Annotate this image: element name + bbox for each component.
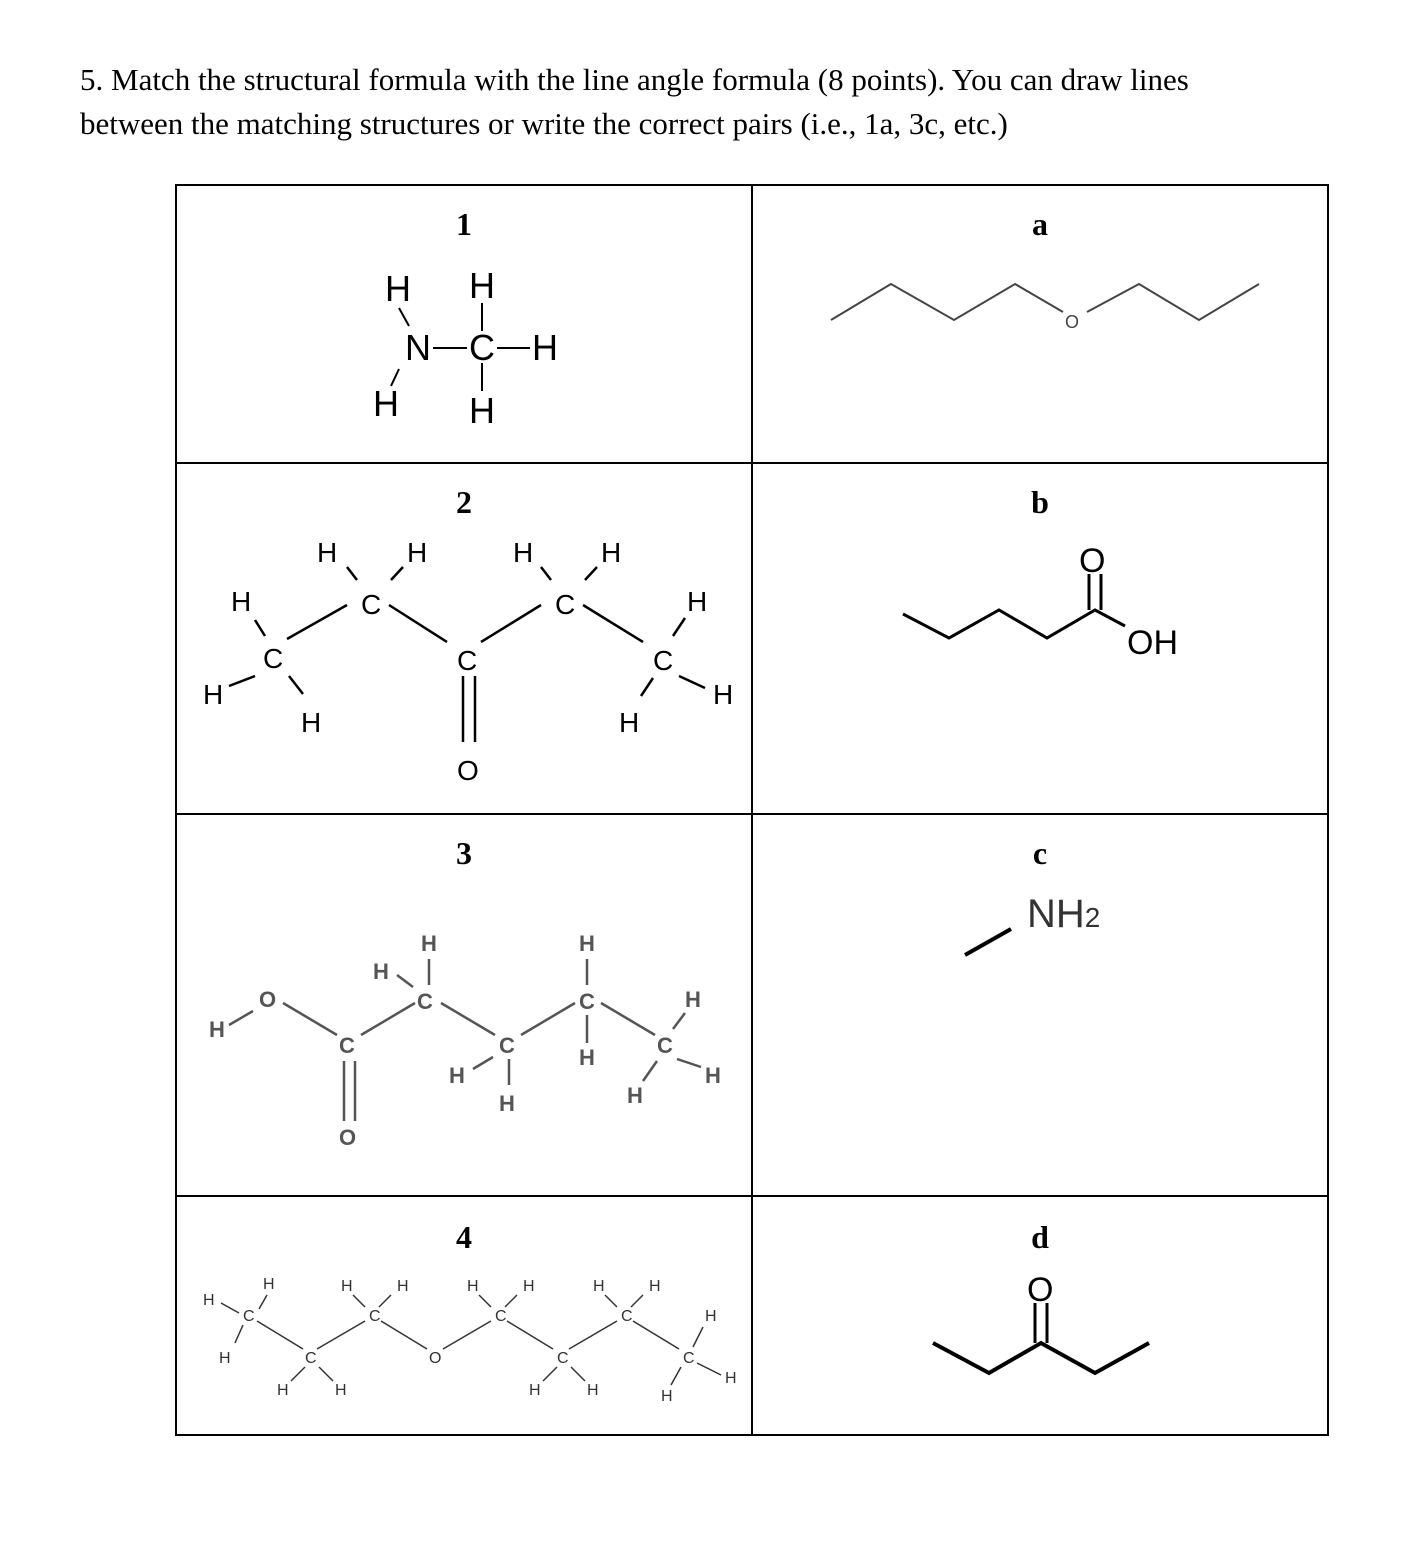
atom-c: C: [263, 643, 284, 674]
atom-h: H: [407, 537, 428, 568]
chain: [933, 1343, 1149, 1373]
bond: [389, 605, 447, 642]
atom-h: H: [449, 1063, 465, 1088]
bond: [229, 676, 255, 686]
atom-h: H: [231, 586, 252, 617]
atom-h: H: [685, 987, 701, 1012]
atom-h: H: [725, 1370, 737, 1387]
bond: [235, 1325, 243, 1343]
chain: [903, 610, 1125, 638]
atom-c: C: [683, 1350, 695, 1367]
atom-h: H: [579, 931, 595, 956]
bond: [283, 1003, 337, 1035]
label-3: 3: [456, 835, 472, 871]
bond: [583, 605, 643, 642]
label-b: b: [1031, 484, 1049, 520]
bond: [399, 308, 409, 326]
atom-n: N: [405, 327, 431, 368]
atom-h: H: [301, 707, 322, 738]
structural-formula-3: [176, 814, 752, 1196]
bond: [257, 1321, 303, 1349]
bond: [443, 1321, 491, 1349]
table-row: [176, 463, 1328, 814]
atom-c: C: [495, 1308, 507, 1325]
atom-c: C: [621, 1308, 633, 1325]
atom-h: H: [467, 1278, 479, 1295]
atom-o: O: [1065, 312, 1080, 332]
atom-h: H: [469, 265, 495, 306]
atom-h: H: [277, 1382, 289, 1399]
label-4: 4: [456, 1219, 472, 1255]
atom-c: C: [305, 1350, 317, 1367]
atom-c: C: [361, 589, 382, 620]
bond: [361, 1003, 415, 1035]
label-d: d: [1031, 1219, 1049, 1255]
bond: [287, 605, 347, 639]
butanoic-acid-skeleton: [753, 464, 1328, 813]
structural-formula-1: [176, 185, 752, 463]
pentanone-structure: [177, 464, 752, 813]
bond: [255, 620, 265, 636]
question-line-2: between the matching structures or write the correct pairs (i.e., 1a, 3c, etc.): [80, 106, 1008, 141]
chain-right: [1087, 284, 1259, 320]
bond: [521, 1003, 575, 1035]
pentanoic-acid-structure: [177, 815, 752, 1195]
atom-h: H: [619, 707, 640, 738]
hydroxyl-group: OH: [1127, 624, 1178, 662]
atom-h: H: [469, 390, 495, 431]
subscript-2: 2: [1084, 902, 1101, 933]
atom-h: H: [601, 537, 622, 568]
atom-h: H: [335, 1382, 347, 1399]
atom-h: H: [385, 268, 411, 309]
atom-h: H: [373, 959, 389, 984]
line-angle-formula-d: [752, 1196, 1328, 1435]
atom-c: C: [469, 327, 495, 368]
bond: [317, 1321, 365, 1349]
atom-h: H: [523, 1278, 535, 1295]
methylamine-structure: [177, 186, 752, 462]
atom-c: C: [243, 1308, 255, 1325]
atom-h: H: [317, 537, 338, 568]
table-row: [176, 1196, 1328, 1435]
atom-h: H: [532, 327, 558, 368]
atom-h: H: [529, 1382, 541, 1399]
bond: [507, 1321, 553, 1349]
amino-group: [1027, 892, 1100, 936]
atom-h: H: [705, 1063, 721, 1088]
atom-c: C: [339, 1033, 355, 1058]
label-a: a: [1032, 206, 1048, 242]
atom-h: H: [263, 1276, 275, 1293]
bond: [643, 1061, 657, 1081]
bond: [319, 1367, 333, 1381]
atom-o: O: [1027, 1271, 1054, 1309]
bond: [641, 678, 653, 696]
atom-h: H: [627, 1083, 643, 1108]
structural-formula-4: [176, 1196, 752, 1435]
bond: [353, 1295, 365, 1307]
table-row: [176, 814, 1328, 1196]
atom-h: H: [373, 383, 399, 424]
label-c: c: [1032, 835, 1048, 871]
bond: [291, 1367, 305, 1381]
label-2: 2: [456, 484, 472, 520]
pentanone-skeleton: [753, 1197, 1328, 1434]
bond: [673, 618, 685, 636]
chain-left: [831, 284, 1063, 320]
atom-o: O: [457, 755, 479, 786]
structural-formula-2: [176, 463, 752, 814]
bond: [397, 975, 413, 987]
atom-h: H: [587, 1382, 599, 1399]
bond: [259, 1295, 267, 1309]
atom-h: H: [713, 679, 734, 710]
atom-h: H: [687, 586, 708, 617]
table-row: [176, 185, 1328, 463]
line-angle-formula-a: [752, 185, 1328, 463]
atom-h: H: [203, 679, 224, 710]
line-angle-formula-b: [752, 463, 1328, 814]
bond: [605, 1295, 617, 1307]
bond: [633, 1321, 679, 1349]
question-line-1: 5. Match the structural formula with the line angle formula (8 points). You can draw lines: [80, 62, 1189, 97]
bond: [677, 1059, 701, 1067]
atom-o: O: [1079, 542, 1106, 580]
atom-c: C: [653, 645, 674, 676]
bond: [693, 1327, 703, 1347]
atom-h: H: [579, 1045, 595, 1070]
bond: [473, 1057, 493, 1069]
bond: [679, 676, 705, 688]
bond: [441, 1003, 495, 1035]
atom-c: C: [499, 1033, 515, 1058]
atom-c: C: [579, 989, 595, 1014]
bond: [347, 567, 357, 580]
atom-h: H: [209, 1017, 225, 1042]
atom-o: O: [259, 987, 277, 1012]
bond: [541, 567, 551, 580]
bond: [481, 605, 541, 642]
atom-h: H: [593, 1278, 605, 1295]
bond: [673, 1013, 685, 1029]
bond: [381, 1321, 427, 1349]
bond: [569, 1321, 617, 1349]
bond: [379, 1295, 391, 1307]
skeleton-bonds: [221, 1295, 721, 1385]
atom-c: C: [369, 1308, 381, 1325]
atom-h: H: [341, 1278, 353, 1295]
question-text: [80, 58, 1330, 146]
butyl-ethyl-ether-structure: [177, 1197, 752, 1434]
atom-h: H: [219, 1350, 231, 1367]
matching-table: [175, 184, 1329, 1436]
atom-c: C: [417, 989, 433, 1014]
ethylamine-skeleton: [753, 815, 1328, 1195]
atom-c: C: [657, 1033, 673, 1058]
atom-c: C: [555, 589, 576, 620]
bond: [631, 1295, 643, 1307]
bond: [391, 567, 403, 580]
bond: [965, 929, 1011, 955]
bond: [671, 1367, 681, 1385]
atom-h: H: [499, 1091, 515, 1116]
atom-c: C: [557, 1350, 569, 1367]
atom-h: H: [397, 1278, 409, 1295]
atom-h: H: [705, 1308, 717, 1325]
atom-h: H: [649, 1278, 661, 1295]
bond: [585, 567, 597, 580]
bond: [221, 1303, 239, 1313]
bond: [697, 1363, 721, 1375]
atom-o: O: [339, 1125, 357, 1150]
bond: [479, 1295, 491, 1307]
dipropyl-ether-skeleton: [753, 186, 1328, 462]
atom-h: H: [661, 1388, 673, 1405]
atom-o: O: [429, 1350, 442, 1367]
bond: [543, 1367, 557, 1381]
atom-h: H: [421, 931, 437, 956]
line-angle-formula-c: [752, 814, 1328, 1196]
bond: [289, 676, 303, 694]
bond: [229, 1011, 253, 1025]
atom-h: H: [513, 537, 534, 568]
bond: [601, 1003, 655, 1035]
bond: [505, 1295, 517, 1307]
label-1: 1: [456, 206, 472, 242]
atom-c: C: [457, 645, 478, 676]
atom-h: H: [203, 1292, 215, 1309]
bond: [571, 1367, 585, 1381]
amine-nh: NH: [1027, 892, 1085, 936]
